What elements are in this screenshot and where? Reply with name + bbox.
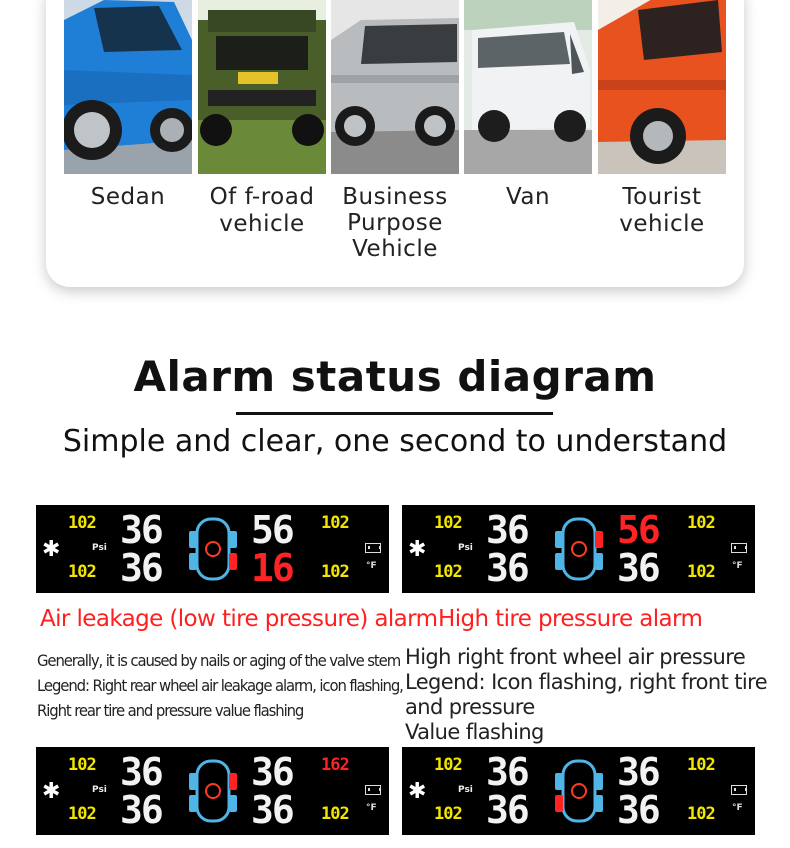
left-bottom-temp: 102 (68, 562, 96, 582)
high-pressure-alarm-title: High tire pressure alarm (438, 606, 703, 632)
right-top-temp: 162 (321, 755, 349, 775)
page-subtitle: Simple and clear, one second to understand (62, 424, 728, 459)
temperature-unit: °F (732, 803, 743, 813)
left-front-pressure: 36 (120, 750, 162, 794)
title-underline (236, 412, 553, 415)
tpms-display-panel (402, 747, 755, 835)
left-top-temp: 102 (68, 513, 96, 533)
wheel-rear-right (229, 553, 237, 570)
vehicle-label: Sedan (90, 184, 166, 210)
vehicle-type-card (46, 0, 744, 287)
vehicle-van (464, 0, 592, 211)
car-outline (197, 761, 229, 821)
left-top-temp: 102 (434, 513, 462, 533)
page-title: Alarm status diagram (133, 352, 657, 401)
right-bottom-temp: 102 (321, 804, 349, 824)
car-tire-icon (187, 757, 239, 825)
vehicle-sedan (64, 0, 192, 211)
temperature-unit: °F (732, 561, 743, 571)
vehicle-label: Business Purpose Vehicle (342, 184, 448, 262)
wheel-rear-right (595, 795, 603, 812)
tire-warning-symbol (206, 542, 220, 556)
right-top-temp: 102 (321, 513, 349, 533)
battery-icon (731, 543, 747, 553)
right-bottom-temp: 102 (687, 562, 715, 582)
low-pressure-alarm-title: Air leakage (low tire pressure) alarm (40, 606, 438, 632)
left-top-temp: 102 (68, 755, 96, 775)
wheel-front-right (229, 773, 237, 790)
wheel-rear-left (555, 553, 563, 570)
temperature-unit: °F (366, 561, 377, 571)
wheel-front-right (229, 531, 237, 548)
right-top-temp: 102 (687, 755, 715, 775)
description-line: Legend: Right rear wheel air leakage alarm, icon flashing, (37, 676, 403, 695)
high-pressure-description (405, 645, 767, 745)
left-bottom-temp: 102 (434, 562, 462, 582)
vehicle-business (331, 0, 459, 262)
left-bottom-temp: 102 (434, 804, 462, 824)
vehicle-offroad (198, 0, 326, 238)
brightness-icon: ✱ (42, 779, 61, 804)
right-bottom-temp: 102 (321, 562, 349, 582)
wheel-front-left (555, 531, 563, 548)
tpms-display-panel (36, 747, 389, 835)
left-front-pressure: 36 (120, 508, 162, 552)
vehicle-tourist (598, 0, 726, 238)
psi-unit: Psi (458, 543, 473, 553)
battery-icon (731, 785, 747, 795)
description-line: Generally, it is caused by nails or aging of the valve stem (37, 651, 401, 670)
wheel-rear-left (189, 553, 197, 570)
wheel-front-left (189, 531, 197, 548)
psi-unit: Psi (92, 785, 107, 795)
right-rear-pressure: 36 (617, 788, 659, 832)
car-tire-icon (553, 757, 605, 825)
left-rear-pressure: 36 (486, 788, 528, 832)
left-rear-pressure: 36 (120, 788, 162, 832)
right-bottom-temp: 102 (687, 804, 715, 824)
left-front-pressure: 36 (486, 508, 528, 552)
description-line: Right rear tire and pressure value flashing (37, 701, 304, 720)
wheel-front-left (555, 773, 563, 790)
right-front-pressure: 56 (251, 508, 293, 552)
psi-unit: Psi (92, 543, 107, 553)
right-front-pressure: 56 (617, 508, 659, 552)
car-tire-icon (187, 515, 239, 583)
car-tire-icon (553, 515, 605, 583)
temperature-unit: °F (366, 803, 377, 813)
tire-warning-symbol (206, 784, 220, 798)
battery-icon (365, 785, 381, 795)
wheel-front-left (189, 773, 197, 790)
wheel-front-right (595, 531, 603, 548)
wheel-front-right (595, 773, 603, 790)
low-pressure-description (37, 648, 403, 723)
white-van-photo (464, 0, 592, 174)
silver-mpv-photo (331, 0, 459, 174)
right-rear-pressure: 36 (251, 788, 293, 832)
tire-warning-symbol (572, 784, 586, 798)
vehicle-label: Van (505, 184, 551, 210)
brightness-icon: ✱ (408, 779, 427, 804)
description-line: High right front wheel air pressure (405, 645, 746, 669)
right-rear-pressure: 36 (617, 546, 659, 590)
right-top-temp: 102 (687, 513, 715, 533)
left-front-pressure: 36 (486, 750, 528, 794)
wheel-rear-left (555, 795, 563, 812)
orange-hatchback-photo (598, 0, 726, 174)
brightness-icon: ✱ (42, 537, 61, 562)
blue-sedan-photo (64, 0, 192, 174)
right-front-pressure: 36 (251, 750, 293, 794)
right-front-pressure: 36 (617, 750, 659, 794)
left-rear-pressure: 36 (486, 546, 528, 590)
vehicle-label: Tourist vehicle (619, 184, 705, 237)
car-outline (563, 519, 595, 579)
wheel-rear-right (595, 553, 603, 570)
description-line: and pressure (405, 695, 535, 719)
description-line: Value flashing (405, 720, 544, 744)
car-outline (197, 519, 229, 579)
left-rear-pressure: 36 (120, 546, 162, 590)
psi-unit: Psi (458, 785, 473, 795)
tire-warning-symbol (572, 542, 586, 556)
tpms-display-panel (36, 505, 389, 593)
wheel-rear-right (229, 795, 237, 812)
description-line: Legend: Icon flashing, right front tire (405, 670, 768, 694)
left-bottom-temp: 102 (68, 804, 96, 824)
tpms-display-panel (402, 505, 755, 593)
car-outline (563, 761, 595, 821)
battery-icon (365, 543, 381, 553)
green-suv-photo (198, 0, 326, 174)
brightness-icon: ✱ (408, 537, 427, 562)
right-rear-pressure: 16 (251, 546, 293, 590)
wheel-rear-left (189, 795, 197, 812)
left-top-temp: 102 (434, 755, 462, 775)
vehicle-label: Of f-road vehicle (209, 184, 315, 237)
